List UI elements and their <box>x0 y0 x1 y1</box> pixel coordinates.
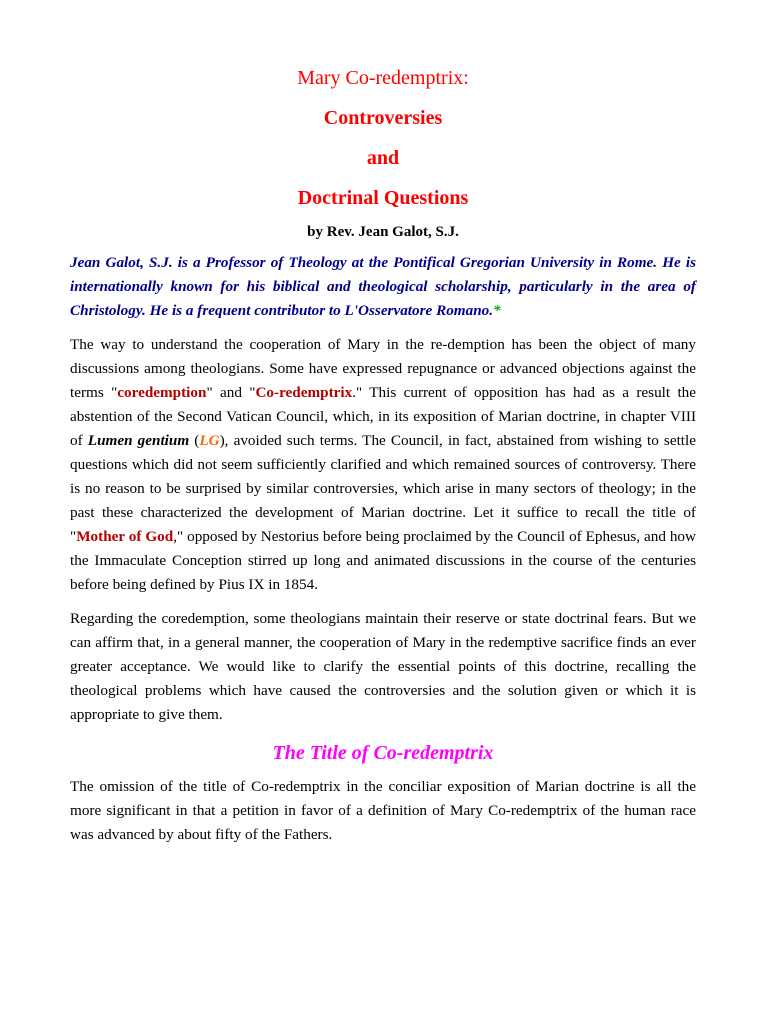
term-lumen-gentium: Lumen gentium <box>87 432 190 449</box>
para1-text-5: ), avoided such terms. The Council, in fact, abstained from wishing to settle questions which did not seem sufficiently clarified and which remained sources of controversy. There is no reason to be surprised by similar controversies, which arise in many sectors of theology; in the past these characterized the development of Marian doctrine. Let it suffice to recall the title of " <box>70 432 696 545</box>
para1-text-1: The way to understand the cooperation of Mary in the re-demption has been the object of many discussions among theologians. Some have expressed repugnance or advanced objections against the terms " <box>70 336 696 401</box>
paragraph-1 <box>70 333 696 597</box>
title-line-4: Doctrinal Questions <box>297 187 469 209</box>
para1-text-3: ." This current of opposition has had as a result the abstention of the Second Vatican Council, which, in its exposition of Marian doctrine, in chapter VIII of <box>70 384 696 449</box>
footnote-asterisk-link[interactable]: * <box>493 302 501 319</box>
paragraph-3: The omission of the title of Co-redemptrix in the conciliar exposition of Marian doctrine is all the more significant in that a petition in favor of a definition of Mary Co-redemptrix of the human race was advanced by about fifty of the Fathers. <box>70 778 696 843</box>
term-lg: LG <box>199 432 220 449</box>
title-line-2: Controversies <box>323 107 443 129</box>
author-intro-text: Jean Galot, S.J. is a Professor of Theology at the Pontifical Gregorian University in Rome. He is internationally known for his biblical and theological scholarship, particularly in the area of Christology. He is a frequent contributor to L'Osservatore Romano. <box>70 254 696 319</box>
para1-text-4: ( <box>189 432 200 449</box>
para1-text-2: " and " <box>206 384 256 401</box>
term-co-redemptrix: Co-redemptrix <box>255 384 353 401</box>
term-mother-of-god: Mother of God <box>76 528 174 545</box>
author-byline: by Rev. Jean Galot, S.J. <box>307 224 459 240</box>
document-content <box>70 66 696 847</box>
title-line-1: Mary Co-redemptrix: <box>297 67 469 89</box>
para1-text-6: ," opposed by Nestorius before being proclaimed by the Council of Ephesus, and how the Immaculate Conception stirred up long and animated discussions in the course of the centuries before being defined by Pius IX in 1854. <box>70 528 696 593</box>
title-line-3: and <box>366 147 400 169</box>
author-intro <box>70 251 696 323</box>
term-coredemption: coredemption <box>117 384 207 401</box>
section-heading: The Title of Co-redemptrix <box>272 742 494 764</box>
paragraph-2: Regarding the coredemption, some theologians maintain their reserve or state doctrinal fears. But we can affirm that, in a general manner, the cooperation of Mary in the redemptive sacrifice finds an ever greater acceptance. We would like to clarify the essential points of this doctrine, recalling the theological problems which have caused the controversies and the solution given or which it is appropriate to give them. <box>70 610 696 723</box>
